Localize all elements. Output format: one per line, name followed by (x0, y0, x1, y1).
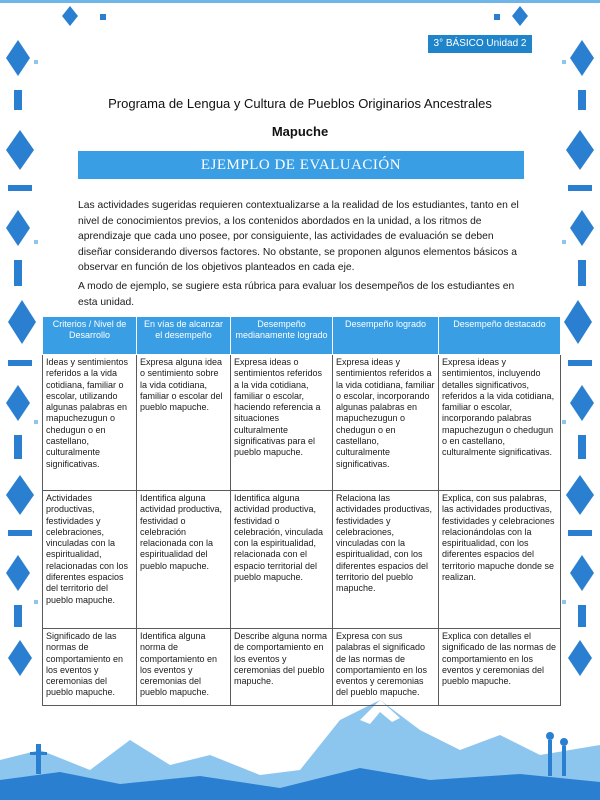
column-header-outstanding: Desempeño destacado (439, 317, 561, 355)
table-cell: Identifica alguna actividad productiva, festividad o celebración, vinculada con la espiritualidad, relacionada con el espacio territorial del pueblo mapuche. (231, 491, 333, 629)
table-cell: Explica, con sus palabras, las actividades productivas, festividades y celebraciones relacionándolas con la espiritualidad, con los diferentes espacios del territorio mapuche donde se realizan. (439, 491, 561, 629)
table-cell: Explica con detalles el significado de las normas de comportamiento en los eventos y ceremonias del pueblo mapuche. (439, 629, 561, 706)
table-cell: Expresa ideas y sentimientos referidos a la vida cotidiana, familiar o escolar, incorporando algunas palabras en mapuchezugun o chedugun o en castellano, culturalmente significativas. (333, 355, 439, 491)
top-ornament (0, 0, 600, 34)
grade-unit-badge: 3° BÁSICO Unidad 2 (428, 35, 532, 53)
table-row (43, 355, 561, 491)
column-header-partially-achieved: Desempeño medianamente logrado (231, 317, 333, 355)
section-heading: EJEMPLO DE EVALUACIÓN (78, 151, 524, 179)
table-cell: Identifica alguna norma de comportamiento en los eventos y ceremonias del pueblo mapuche. (137, 629, 231, 706)
page-title: Programa de Lengua y Cultura de Pueblos Originarios Ancestrales (108, 96, 492, 111)
column-header-achieved: Desempeño logrado (333, 317, 439, 355)
table-cell: Describe alguna norma de comportamiento en los eventos y ceremonias del pueblo mapuche. (231, 629, 333, 706)
table-cell: Expresa alguna idea o sentimiento sobre la vida cotidiana, familiar o escolar del pueblo mapuche. (137, 355, 231, 491)
table-cell: Significado de las normas de comportamiento en los eventos y ceremonias del pueblo mapuche. (43, 629, 137, 706)
table-cell: Expresa con sus palabras el significado de las normas de comportamiento en los eventos y ceremonias del pueblo mapuche. (333, 629, 439, 706)
table-cell: Ideas y sentimientos referidos a la vida cotidiana, familiar o escolar, utilizando algunas palabras en mapuchezugun o chedugun o en castellano, culturalmente significativas. (43, 355, 137, 491)
table-row (43, 629, 561, 706)
table-cell: Expresa ideas o sentimientos referidos a la vida cotidiana, familiar o escolar, haciendo referencia a situaciones culturalmente significativas para el pueblo mapuche. (231, 355, 333, 491)
column-header-criteria: Criterios / Nivel de Desarrollo (43, 317, 137, 355)
column-header-in-progress: En vías de alcanzar el desempeño (137, 317, 231, 355)
intro-paragraph: Las actividades sugeridas requieren contextualizarse a la realidad de los estudiantes, tanto en el nivel de conocimientos previos, a los contenidos abordados en la unidad, a los ritmos de aprendizaje que cada uno posee, por consiguiente, las actividades de evaluación se deben diseñar considerando diversos factores. No obstante, se proponen algunos elementos básicos a observar en función de los objetivos planteados en cada eje. (78, 200, 519, 273)
table-row (43, 491, 561, 629)
table-cell: Identifica alguna actividad productiva, festividad o celebración relacionada con la espiritualidad del pueblo mapuche. (137, 491, 231, 629)
table-cell: Expresa ideas y sentimientos, incluyendo detalles significativos, referidos a la vida cotidiana, familiar o escolar, incorporando palabras mapuchezugun o chedugun o en castellano, culturalmente significativas. (439, 355, 561, 491)
table-cell: Actividades productivas, festividades y celebraciones, vinculadas con la espiritualidad, relacionadas con los diferentes espacios del territorio del pueblo mapuche. (43, 491, 137, 629)
table-header-row (43, 317, 561, 355)
table-cell: Relaciona las actividades productivas, festividades y celebraciones, vinculadas con la espiritualidad, con los diferentes espacios del territorio del pueblo mapuche. (333, 491, 439, 629)
page-subtitle: Mapuche (271, 124, 329, 139)
rubric-intro-paragraph: A modo de ejemplo, se sugiere esta rúbrica para evaluar los desempeños de los estudiantes en esta unidad. (78, 281, 515, 308)
evaluation-rubric-table (42, 316, 561, 706)
